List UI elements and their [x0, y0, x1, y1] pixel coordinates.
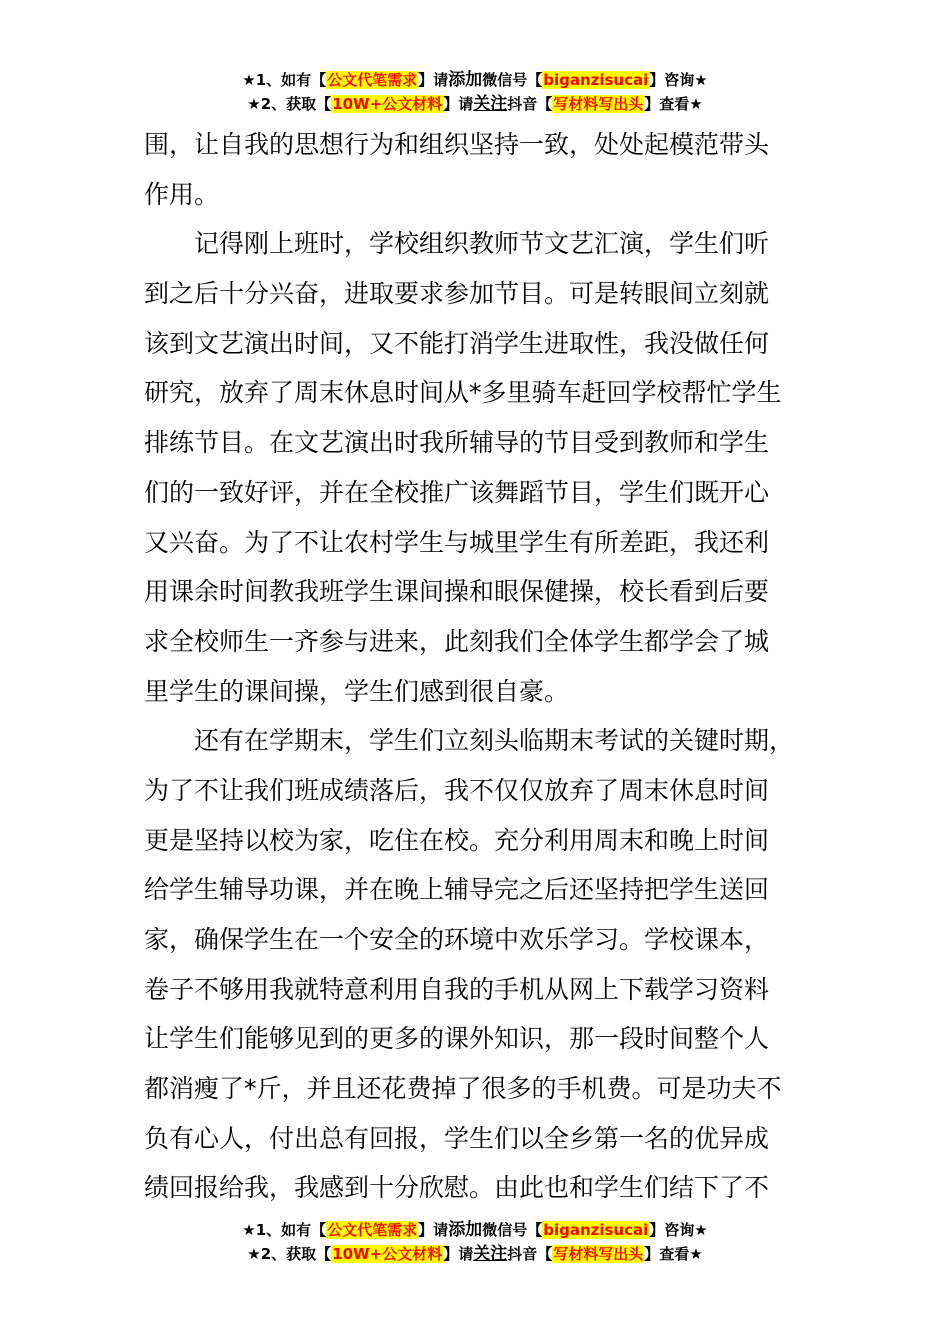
banner-emphasis: 关注 [473, 1244, 508, 1264]
banner-text: 】咨询★ [649, 1221, 708, 1239]
banner-line-1 [0, 68, 950, 92]
body-line: 围，让自我的思想行为和组织坚持一致，处处起模范带头 [144, 130, 770, 159]
body-line: 里学生的课间操，学生们感到很自豪。 [144, 676, 570, 706]
banner-text: 】请 [443, 1245, 474, 1263]
body-line: 求全校师生一齐参与进来，此刻我们全体学生都学会了城 [144, 626, 770, 656]
body-line: 作用。 [144, 179, 220, 209]
banner-text: 】请 [418, 1221, 449, 1239]
banner-emphasis: 添加 [448, 70, 483, 90]
header-banner [0, 68, 950, 116]
banner-text: ★2、获取【 [247, 1245, 332, 1263]
banner-text: ★1、如有【 [242, 1221, 327, 1239]
body-line: 研究，放弃了周末休息时间从*多里骑车赶回学校帮忙学生 [144, 378, 782, 408]
body-line: 排练节目。在文艺演出时我所辅导的节目受到教师和学生 [144, 428, 770, 458]
banner-douyin-id: 写材料写出头 [553, 95, 644, 113]
paragraph-start-line: 记得刚上班时，学校组织教师节文艺汇演，学生们听 [194, 229, 770, 259]
banner-line-2 [0, 92, 950, 116]
body-line: 用课余时间教我班学生课间操和眼保健操，校长看到后要 [144, 577, 770, 607]
document-body [144, 120, 834, 1213]
banner-emphasis: 关注 [473, 94, 508, 114]
banner-text: ★1、如有【 [242, 71, 327, 89]
banner-line-2 [0, 1242, 950, 1266]
banner-wechat-id: biganzisucai [543, 71, 649, 89]
banner-text: 抖音【 [507, 1245, 553, 1263]
banner-text: 】咨询★ [649, 71, 708, 89]
paragraph-start-line: 还有在学期末，学生们立刻头临期末考试的关键时期， [194, 726, 795, 756]
body-line: 们的一致好评，并在全校推广该舞蹈节目，学生们既开心 [144, 477, 770, 507]
banner-text: 微信号【 [482, 1221, 543, 1239]
body-line: 该到文艺演出时间，又不能打消学生进取性，我没做任何 [144, 328, 770, 358]
banner-text: 】查看★ [644, 95, 703, 113]
body-line: 负有心人，付出总有回报，学生们以全乡第一名的优异成 [144, 1123, 770, 1153]
banner-text: 】查看★ [644, 1245, 703, 1263]
body-line: 卷子不够用我就特意利用自我的手机从网上下载学习资料 [144, 974, 770, 1004]
body-line: 更是坚持以校为家，吃住在校。充分利用周末和晚上时间 [144, 825, 770, 855]
banner-emphasis: 添加 [448, 1220, 483, 1240]
body-line: 家，确保学生在一个安全的环境中欢乐学习。学校课本， [144, 925, 770, 954]
banner-text: 】请 [418, 71, 449, 89]
banner-line-1 [0, 1218, 950, 1242]
banner-douyin-id: 写材料写出头 [553, 1245, 644, 1263]
body-line: 又兴奋。为了不让农村学生与城里学生有所差距，我还利 [144, 527, 770, 557]
banner-highlight: 10W+公文材料 [332, 95, 443, 113]
body-line: 到之后十分兴奋，进取要求参加节目。可是转眼间立刻就 [144, 279, 770, 309]
body-line: 让学生们能够见到的更多的课外知识，那一段时间整个人 [144, 1024, 770, 1054]
banner-highlight: 公文代笔需求 [327, 1221, 418, 1239]
banner-wechat-id: biganzisucai [543, 1221, 649, 1239]
banner-highlight: 10W+公文材料 [332, 1245, 443, 1263]
body-line: 绩回报给我，我感到十分欣慰。由此也和学生们结下了不 [144, 1173, 770, 1203]
banner-text: 】请 [443, 95, 474, 113]
footer-banner [0, 1218, 950, 1266]
banner-text: 抖音【 [507, 95, 553, 113]
banner-text: 微信号【 [482, 71, 543, 89]
body-line: 给学生辅导功课，并在晚上辅导完之后还坚持把学生送回 [144, 875, 770, 905]
banner-highlight: 公文代笔需求 [327, 71, 418, 89]
body-line: 都消瘦了*斤，并且还花费掉了很多的手机费。可是功夫不 [144, 1074, 782, 1104]
body-line: 为了不让我们班成绩落后，我不仅仅放弃了周末休息时间 [144, 775, 770, 805]
banner-text: ★2、获取【 [247, 95, 332, 113]
